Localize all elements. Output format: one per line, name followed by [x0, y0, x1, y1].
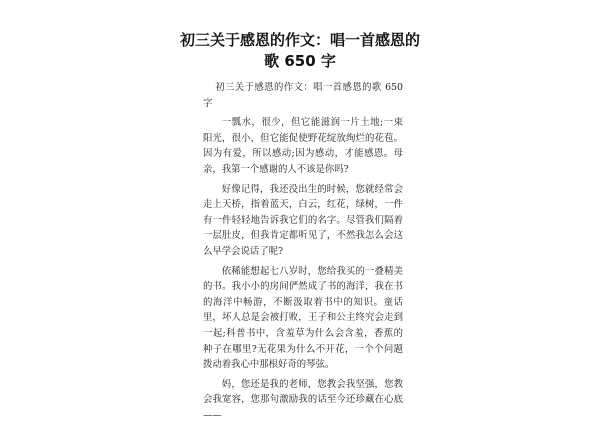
paragraph: 依稀能想起七八岁时，您给我买的一叠精美的书。我小小的房间俨然成了书的海洋，我在书的海洋中畅游，不断汲取着书中的知识。童话里，坏人总是会被打败，王子和公主终究会走到一起;科普书中，含羞草为什么会含羞，香蕉的种子在哪里?无花果为什么不开花，一个个问题拨动着我心中那根好奇的琴弦。: [203, 265, 403, 371]
paragraph: 一瓢水，很少，但它能滋润一片土地;一束阳光，很小，但它能促使野花绽放绚烂的花苞。因为有爱，所以感动;因为感动，才能感恩。母亲，我第一个感谢的人不该是你吗?: [203, 117, 403, 175]
paragraph-intro: 初三关于感恩的作文：唱一首感恩的歌 650 字: [203, 82, 403, 109]
paragraph: 好像记得，我还没出生的时候，您就经常会走上天桥，指着蓝天，白云，红花，绿树，一件有一件轻轻地告诉我它们的名字。尽管我们隔着一层肚皮，但我肯定都听见了，不然我怎么会这么早学会说话了呢?: [203, 183, 403, 257]
title-line-1: 初三关于感恩的作文：唱一首感恩的: [180, 31, 421, 49]
document-title: [180, 30, 420, 72]
document-body: [203, 80, 403, 427]
paragraph: 妈，您还是我的老师，您教会我坚强，您教会我宽容，您那句激励我的话至今还珍藏在心底——: [203, 378, 403, 421]
title-line-2: 歌 650 字: [264, 52, 336, 70]
